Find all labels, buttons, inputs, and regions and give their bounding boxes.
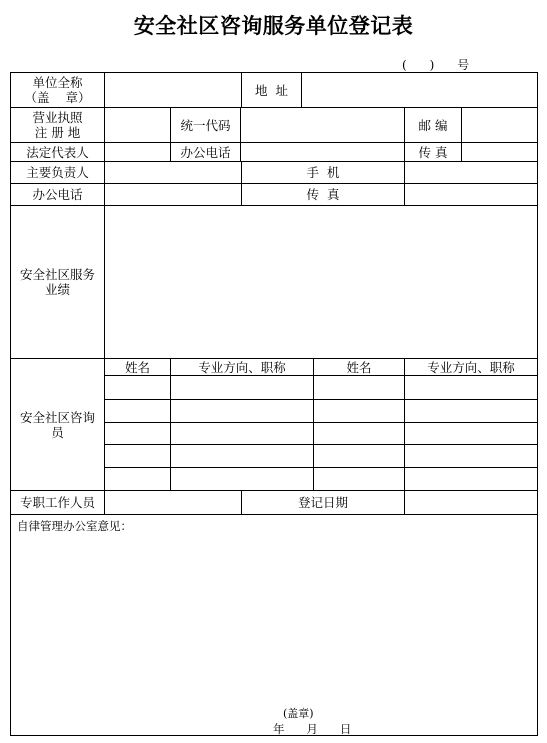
performance-text-1: 安全社区服务 xyxy=(19,267,95,282)
consultants-label xyxy=(11,359,104,490)
mobile-field[interactable] xyxy=(405,162,537,183)
business-license-text: 营业执照 xyxy=(32,110,83,125)
row-divider xyxy=(11,514,537,515)
consultant-specialty-field[interactable] xyxy=(171,376,313,399)
fax-label: 传 真 xyxy=(418,144,448,160)
registration-form xyxy=(10,72,538,736)
registration-number: ( ) 号 xyxy=(402,58,470,72)
unit-name-field[interactable] xyxy=(105,73,241,107)
specialty-column-header: 专业方向、职称 xyxy=(427,359,515,375)
legal-rep-field[interactable] xyxy=(105,143,170,161)
registration-date-label: 登记日期 xyxy=(297,495,348,510)
consultant-specialty-field[interactable] xyxy=(171,468,313,490)
consultant-specialty-field[interactable] xyxy=(405,423,537,444)
postal-code-field[interactable] xyxy=(462,108,537,142)
business-license-label xyxy=(11,108,104,142)
full-time-staff-field[interactable] xyxy=(105,491,241,514)
postal-code-label: 邮 编 xyxy=(418,117,448,133)
consultant-name-field[interactable] xyxy=(105,468,170,490)
office-opinion-label: 自律管理办公室意见： xyxy=(17,519,132,533)
office-phone-label: 办公电话 xyxy=(180,144,231,160)
consultant-specialty-field[interactable] xyxy=(405,445,537,467)
registration-place-text: 注 册 地 xyxy=(34,125,81,140)
consultant-specialty-field[interactable] xyxy=(171,423,313,444)
form-title: 安全社区咨询服务单位登记表 xyxy=(133,13,414,38)
office-phone-2-field[interactable] xyxy=(105,184,241,205)
registration-date-field[interactable] xyxy=(405,491,537,514)
consultant-name-field[interactable] xyxy=(105,400,170,422)
date-line: 年 月 日 xyxy=(273,722,352,736)
consultant-name-field[interactable] xyxy=(314,423,404,444)
office-opinion-field[interactable] xyxy=(11,533,537,698)
performance-label xyxy=(11,206,104,358)
consultant-name-field[interactable] xyxy=(105,376,170,399)
consultant-specialty-field[interactable] xyxy=(171,400,313,422)
address-label: 地 址 xyxy=(255,82,288,98)
consultants-text-2: 员 xyxy=(51,424,64,440)
address-field[interactable] xyxy=(302,73,537,107)
performance-text-2: 业绩 xyxy=(44,282,70,297)
seal-bottom-label: (盖章) xyxy=(283,707,314,720)
name-column-header: 姓名 xyxy=(346,359,372,375)
specialty-column-header: 专业方向、职称 xyxy=(198,359,286,375)
consultant-specialty-field[interactable] xyxy=(405,468,537,490)
consultant-name-field[interactable] xyxy=(314,400,404,422)
consultant-specialty-field[interactable] xyxy=(405,376,537,399)
fax-2-field[interactable] xyxy=(405,184,537,205)
unified-code-label: 统一代码 xyxy=(180,117,231,133)
consultant-name-field[interactable] xyxy=(314,376,404,399)
unit-name-label xyxy=(11,73,104,107)
full-time-staff-label: 专职工作人员 xyxy=(19,495,95,510)
consultant-name-field[interactable] xyxy=(314,445,404,467)
consultant-specialty-field[interactable] xyxy=(171,445,313,467)
fax-2-label: 传 真 xyxy=(306,187,340,202)
performance-field[interactable] xyxy=(105,206,537,358)
unit-name-text: 单位全称 xyxy=(32,75,83,90)
name-column-header: 姓名 xyxy=(124,359,150,375)
license-place-field[interactable] xyxy=(105,108,170,142)
consultants-text-1: 安全社区咨询 xyxy=(19,409,95,425)
consultant-name-field[interactable] xyxy=(105,423,170,444)
office-phone-2-label: 办公电话 xyxy=(32,187,83,202)
seal-text: （盖 章） xyxy=(24,90,91,105)
unified-code-field[interactable] xyxy=(241,108,404,142)
consultant-specialty-field[interactable] xyxy=(405,400,537,422)
main-head-label: 主要负责人 xyxy=(26,165,89,180)
office-phone-field[interactable] xyxy=(241,143,404,161)
mobile-label: 手 机 xyxy=(306,165,340,180)
main-head-field[interactable] xyxy=(105,162,241,183)
consultant-name-field[interactable] xyxy=(105,445,170,467)
fax-field[interactable] xyxy=(462,143,537,161)
consultant-name-field[interactable] xyxy=(314,468,404,490)
legal-rep-label: 法定代表人 xyxy=(26,144,89,160)
